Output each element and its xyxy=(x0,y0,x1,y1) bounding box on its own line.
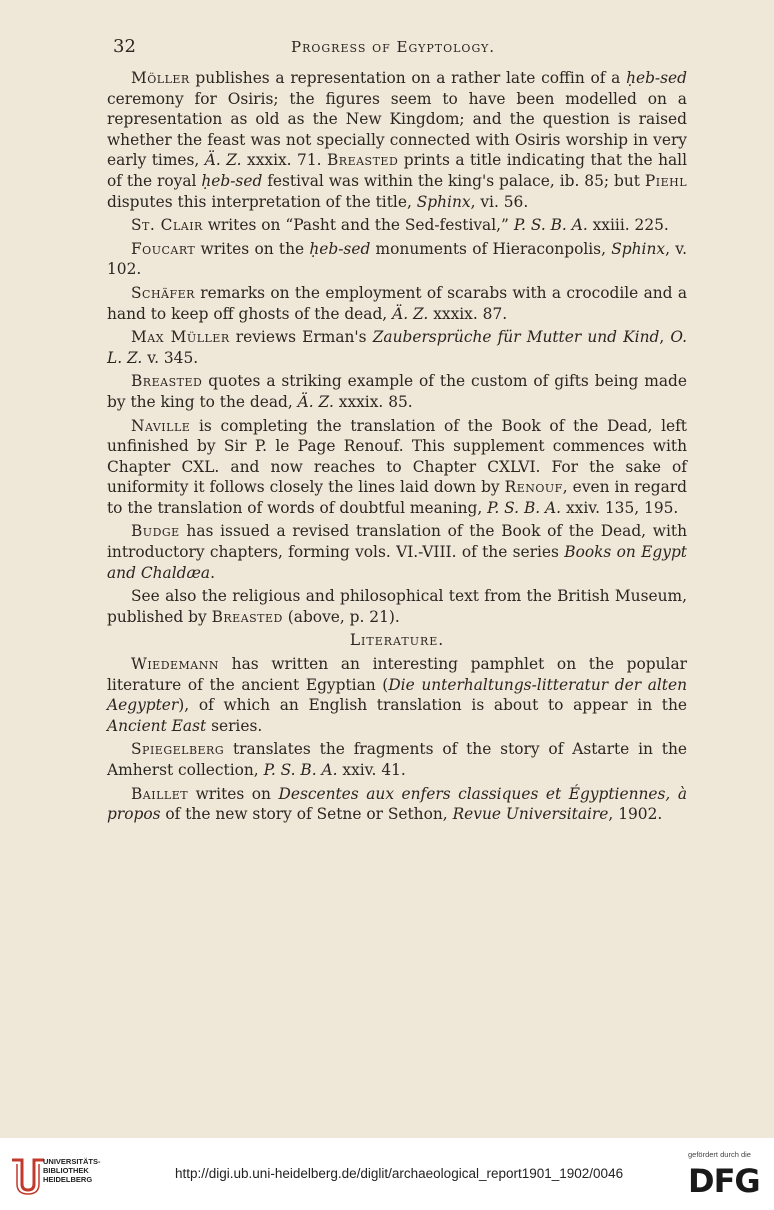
text-run: . xyxy=(210,563,216,582)
text-run: monuments of Hieraconpolis, xyxy=(370,239,612,258)
paragraph xyxy=(107,416,687,519)
text-run: xxiii. 225. xyxy=(587,216,669,235)
text-run: ceremony for Osiris; the figures seem to have been modelled on a representation as old as the New Kingdom; and the question is raised whether the feast was not specially connected with Osiris worship in very early times, xyxy=(107,89,687,170)
paragraph xyxy=(107,586,687,627)
paragraph xyxy=(107,68,687,212)
text-run: writes on xyxy=(188,784,279,803)
author-name: Piehl xyxy=(644,171,688,190)
paragraph xyxy=(107,521,687,583)
italic-citation: Ä. Z. xyxy=(392,304,429,323)
text-run: has written an interesting pamphlet on the popular literature of the ancient Egyptian ( xyxy=(107,655,687,694)
viewer-footer xyxy=(0,1138,774,1210)
text-run: xxiv. 41. xyxy=(337,761,406,779)
paragraph xyxy=(107,215,687,236)
italic-citation: Ä. Z. xyxy=(204,151,242,170)
author-name: Budge xyxy=(131,522,180,541)
italic-citation: Sphinx xyxy=(416,192,471,211)
italic-citation: ḥeb-sed xyxy=(309,239,371,258)
paragraph xyxy=(107,654,687,736)
author-name: Baillet xyxy=(131,784,189,803)
text-run: remarks on the employment of scarabs with a crocodile and a hand to keep off ghosts of the dead, xyxy=(107,283,687,323)
text-run: has issued a revised translation of the Book of the Dead, with introductory chapters, forming vols. VI.-VIII. of the series xyxy=(107,522,687,562)
text-run: , 1902. xyxy=(608,805,663,824)
paragraph xyxy=(107,739,687,780)
italic-citation: ḥeb-sed xyxy=(201,171,263,190)
text-run: of the new story of Setne or Sethon, xyxy=(160,805,453,824)
literature-paragraph-list xyxy=(107,654,687,825)
text-run: See also the religious and philosophical text from the British Museum, published by xyxy=(107,587,687,626)
text-run: , even in regard to the translation of words of doubtful meaning, xyxy=(107,478,687,517)
text-run: publishes a representation on a rather late coffin of a xyxy=(189,69,627,87)
author-name: Renouf xyxy=(504,478,563,497)
text-run: ), of which an English translation is about to appear in the xyxy=(178,696,687,715)
author-name: Breasted xyxy=(211,607,283,626)
paragraph xyxy=(107,283,687,324)
paragraph xyxy=(107,327,687,368)
text-run: xxiv. 135, 195. xyxy=(561,498,679,517)
library-line: BIBLIOTHEK xyxy=(43,1166,89,1175)
text-run: v. 345. xyxy=(142,348,199,367)
funder-label: gefördert durch die xyxy=(688,1150,751,1159)
italic-citation: O. L. Z. xyxy=(107,328,687,367)
paragraph xyxy=(107,371,687,412)
author-name: Foucart xyxy=(131,239,196,258)
italic-citation: P. S. B. A. xyxy=(513,216,588,235)
paragraph xyxy=(107,784,687,825)
body-text xyxy=(107,68,687,828)
author-name: Breasted xyxy=(131,372,203,391)
italic-citation: P. S. B. A. xyxy=(487,498,562,517)
author-name: Breasted xyxy=(326,151,399,170)
text-run: xxxix. 71. xyxy=(241,151,327,170)
page-number: 32 xyxy=(113,36,136,57)
author-name: Spiegelberg xyxy=(131,740,225,759)
italic-citation: Zaubersprüche für Mutter und Kind xyxy=(372,328,660,347)
text-run: , vi. 56. xyxy=(470,192,529,211)
text-run: xxxix. 87. xyxy=(428,304,508,323)
italic-citation: Sphinx xyxy=(611,239,666,258)
dfg-logo: DFG xyxy=(688,1162,760,1200)
text-run: xxxix. 85. xyxy=(333,392,413,411)
author-name: Naville xyxy=(131,416,191,435)
library-line: HEIDELBERG xyxy=(43,1175,93,1184)
text-run: series. xyxy=(206,716,263,735)
italic-citation: Ancient East xyxy=(107,716,207,735)
source-url-link[interactable]: http://digi.ub.uni-heidelberg.de/diglit/archaeological_report1901_1902/0046 xyxy=(175,1166,624,1181)
text-run: (above, p. 21). xyxy=(282,607,400,626)
text-run: , xyxy=(659,328,671,347)
author-name: Schäfer xyxy=(131,283,195,302)
library-name xyxy=(43,1157,101,1184)
text-run: is completing the translation of the Book of the Dead, left unfinished by Sir P. le Page Renouf. This supplement commences with Chapter CXL. and now reaches to Chapter CXLVI. For the sake of uniformity it follows closely the lines laid down by xyxy=(107,416,687,497)
paragraph-list xyxy=(107,68,687,627)
author-name: St. Clair xyxy=(131,216,203,235)
italic-citation: Books on Egypt and Chaldæa xyxy=(107,543,687,582)
author-name: Wiedemann xyxy=(131,655,220,674)
italic-citation: Ä. Z. xyxy=(297,392,334,411)
text-run: prints a title indicating that the hall of the royal xyxy=(107,151,688,190)
library-line: UNIVERSITÄTS- xyxy=(43,1157,101,1166)
section-title: Literature. xyxy=(349,631,445,650)
text-run: disputes this interpretation of the title, xyxy=(107,192,417,211)
text-run: festival was within the king's palace, ib. 85; but xyxy=(262,171,645,190)
italic-citation: Die unterhaltungs-litteratur der alten Aegypter xyxy=(107,675,688,715)
paragraph xyxy=(107,239,687,280)
author-name: Möller xyxy=(131,69,190,87)
text-run: translates the fragments of the story of Astarte in the Amherst collection, xyxy=(107,740,687,779)
text-run: reviews Erman's xyxy=(229,328,373,347)
italic-citation: ḥeb-sed xyxy=(626,69,687,87)
text-run: writes on the xyxy=(195,239,310,258)
italic-citation: P. S. B. A. xyxy=(263,761,338,779)
text-run: writes on “Pasht and the Sed-festival,” xyxy=(202,216,514,235)
running-head: Progress of Egyptology. xyxy=(291,38,496,56)
italic-citation: Revue Universitaire xyxy=(452,805,609,824)
italic-citation: Descentes aux enfers classiques et Égyptiennes, à propos xyxy=(107,784,687,824)
author-name: Max Müller xyxy=(131,328,230,347)
text-run: , v. 102. xyxy=(107,239,687,279)
text-run: quotes a striking example of the custom of gifts being made by the king to the dead, xyxy=(107,372,687,411)
